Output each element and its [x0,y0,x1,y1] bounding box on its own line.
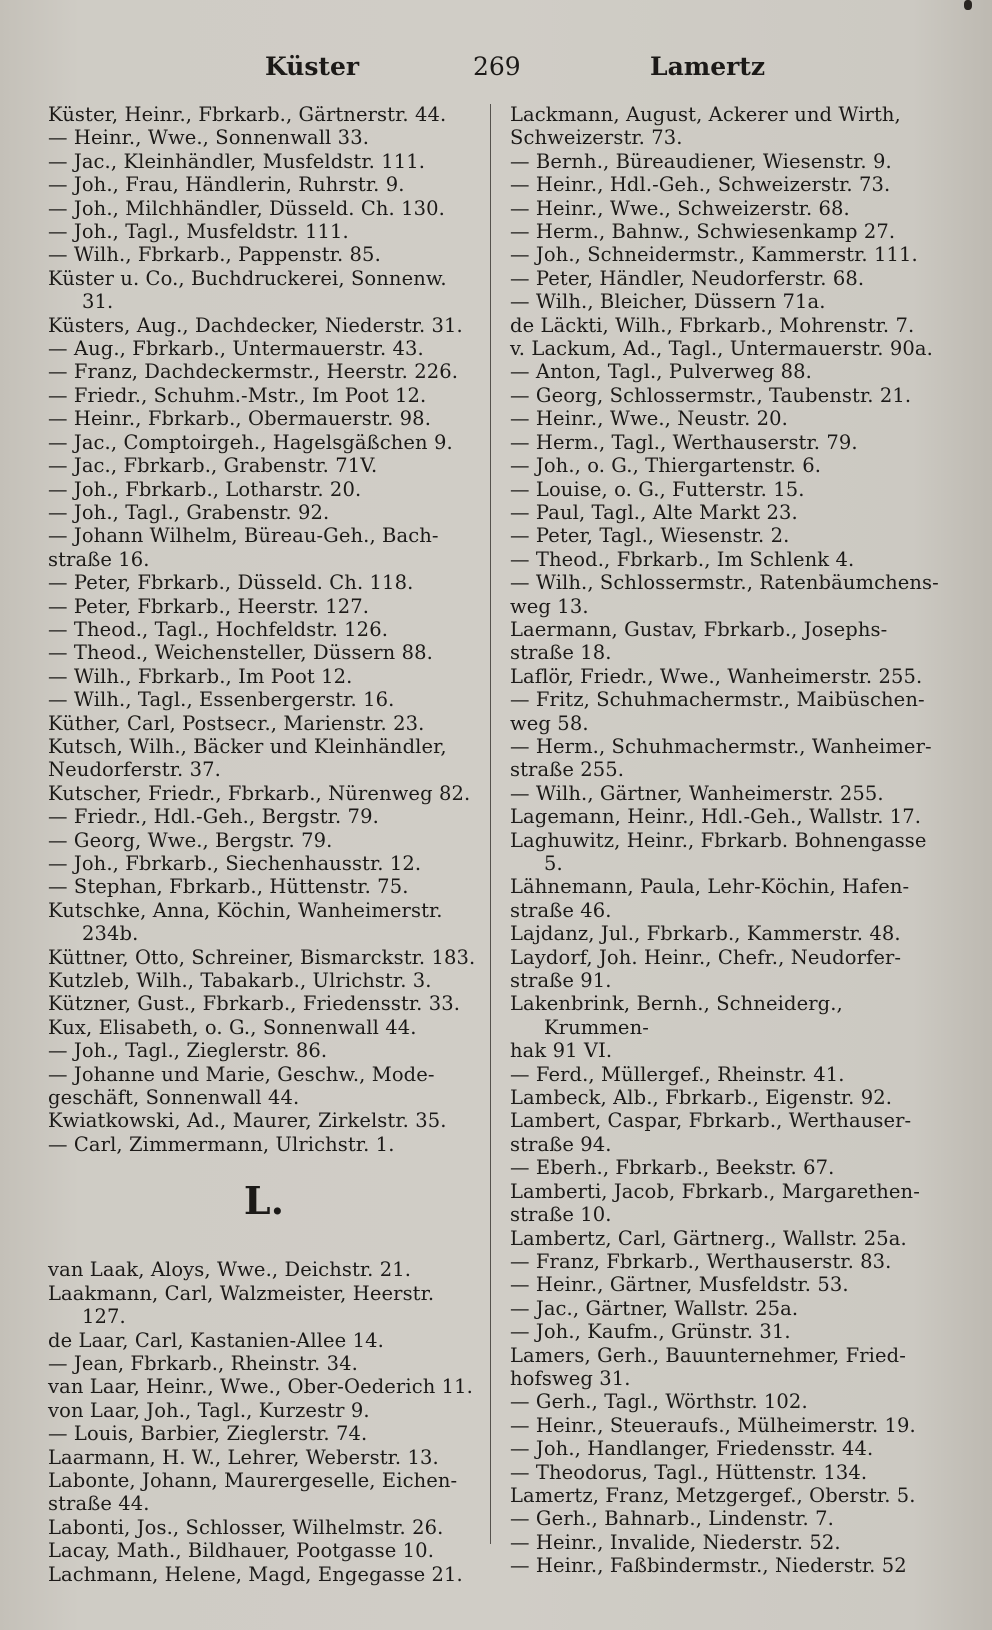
directory-entry [510,922,942,945]
entry-line: Lagemann, Heinr., Hdl.-Geh., Wallstr. 17. [510,805,922,829]
directory-entry [510,875,942,922]
entry-line: — Herm., Schuhmachermstr., Wanheimer- [510,734,932,758]
directory-entry [510,1180,942,1227]
entry-line: Laydorf, Joh. Heinr., Chefr., Neudorfer- [510,945,902,969]
directory-entry [48,1375,480,1398]
entry-line: — Friedr., Schuhm.-Mstr., Im Poot 12. [48,383,427,407]
directory-entry [48,1399,480,1422]
entry-line: — Peter, Fbrkarb., Düsseld. Ch. 118. [48,571,414,595]
entry-continuation: hak 91 VI. [510,1039,613,1063]
directory-entry [510,360,942,383]
entry-continuation: straße 255. [510,758,625,782]
directory-entry [48,501,480,524]
entry-line: Kutzleb, Wilh., Tabakarb., Ulrichstr. 3. [48,969,432,993]
entry-line: — Joh., Fbrkarb., Siechenhausstr. 12. [48,852,422,875]
directory-entry [510,150,942,173]
directory-entry [48,431,480,454]
entry-continuation: weg 13. [510,594,589,618]
directory-entry [48,103,480,126]
left-entry-list [48,103,480,1156]
entry-line: — Wilh., Gärtner, Wanheimerstr. 255. [510,781,884,805]
entry-line: — Heinr., Faßbindermstr., Niederstr. 52 [510,1554,907,1578]
directory-entry [510,992,942,1062]
directory-entry [510,1227,942,1250]
directory-entry [510,384,942,407]
entry-line: — Joh., Kaufm., Grünstr. 31. [510,1320,791,1344]
directory-entry [48,1563,480,1586]
directory-entry [48,782,480,805]
entry-line: Laakmann, Carl, Walzmeister, Heerstr. 127. [48,1281,435,1329]
entry-continuation: straße 46. [510,898,612,922]
directory-entry [510,1507,942,1530]
directory-entry [48,150,480,173]
directory-entry [48,735,480,782]
entry-line: — Jean, Fbrkarb., Rheinstr. 34. [48,1351,358,1375]
directory-entry [48,946,480,969]
entry-line: — Joh., Tagl., Zieglerstr. 86. [48,1039,328,1063]
directory-entry [510,267,942,290]
entry-line: — Heinr., Wwe., Neustr. 20. [510,407,788,431]
directory-entry [510,782,942,805]
entry-line: — Jac., Comptoirgeh., Hagelsgäßchen 9. [48,430,453,454]
entry-line: — Joh., Schneidermstr., Kammerstr. 111. [510,243,918,267]
directory-entry [510,1414,942,1437]
entry-line: Kux, Elisabeth, o. G., Sonnenwall 44. [48,1015,417,1039]
entry-line: Kwiatkowski, Ad., Maurer, Zirkelstr. 35. [48,1109,447,1133]
entry-line: Laarmann, H. W., Lehrer, Weberstr. 13. [48,1445,439,1469]
directory-entry [510,1437,942,1460]
entry-line: van Laar, Heinr., Wwe., Ober-Oederich 11. [48,1375,473,1399]
header-right-keyword: Lamertz [650,52,766,81]
entry-line: Kützner, Gust., Fbrkarb., Friedensstr. 33. [48,992,461,1016]
directory-entry [510,314,942,337]
entry-line: Küther, Carl, Postsecr., Marienstr. 23. [48,711,425,735]
entry-line: de Laar, Carl, Kastanien-Allee 14. [48,1328,384,1352]
entry-continuation: straße 44. [48,1492,150,1516]
entry-line: — Georg, Wwe., Bergstr. 79. [48,828,333,852]
entry-continuation: straße 18. [510,641,612,665]
entry-line: Lambeck, Alb., Fbrkarb., Eigenstr. 92. [510,1086,893,1110]
directory-entry [48,524,480,571]
section-letter: L. [243,1178,285,1224]
directory-entry [48,805,480,828]
directory-entry [510,1297,942,1320]
entry-line: — Wilh., Schlossermstr., Ratenbäumchens- [510,571,939,595]
entry-line: — Bernh., Büreaudiener, Wiesenstr. 9. [510,149,892,173]
entry-line: — Joh., Fbrkarb., Lotharstr. 20. [48,477,362,501]
entry-line: Lacay, Math., Bildhauer, Pootgasse 10. [48,1539,434,1563]
entry-line: — Georg, Schlossermstr., Taubenstr. 21. [510,383,912,407]
entry-line: — Johanne und Marie, Geschw., Mode- [48,1062,435,1086]
entry-line: — Peter, Fbrkarb., Heerstr. 127. [48,594,370,618]
directory-entry [510,290,942,313]
directory-entry [48,337,480,360]
directory-entry [510,1554,942,1577]
directory-entry [510,197,942,220]
directory-entry [510,1109,942,1156]
entry-line: — Joh., Frau, Händlerin, Ruhrstr. 9. [48,173,405,197]
entry-line: — Wilh., Tagl., Essenbergerstr. 16. [48,688,395,712]
directory-entry [510,1461,942,1484]
directory-entry [48,1516,480,1539]
entry-line: Laermann, Gustav, Fbrkarb., Josephs- [510,617,888,641]
page-header [0,52,992,88]
entry-line: — Herm., Tagl., Werthauserstr. 79. [510,430,858,454]
directory-entry [510,407,942,430]
directory-entry [48,454,480,477]
ink-blot [964,0,972,10]
header-left-keyword: Küster [265,52,360,81]
directory-entry [48,1352,480,1375]
directory-entry [510,1344,942,1391]
entry-line: — Joh., Milchhändler, Düsseld. Ch. 130. [48,196,445,220]
directory-entry [510,1531,942,1554]
entry-line: — Heinr., Invalide, Niederstr. 52. [510,1530,841,1554]
directory-entry [48,220,480,243]
entry-line: Lähnemann, Paula, Lehr-Köchin, Hafen- [510,875,910,899]
directory-entry [48,126,480,149]
directory-entry [48,1539,480,1562]
directory-entry [510,829,942,876]
directory-entry [510,1484,942,1507]
entry-line: Lambertz, Carl, Gärtnerg., Wallstr. 25a. [510,1226,907,1250]
entry-line: — Heinr., Fbrkarb., Obermauerstr. 98. [48,407,431,431]
entry-line: Lajdanz, Jul., Fbrkarb., Kammerstr. 48. [510,922,901,946]
directory-entry [48,571,480,594]
directory-entry [48,1258,480,1281]
directory-entry [510,688,942,735]
entry-line: — Anton, Tagl., Pulverweg 88. [510,360,812,384]
entry-continuation: geschäft, Sonnenwall 44. [48,1086,300,1110]
entry-line: — Jac., Fbrkarb., Grabenstr. 71V. [48,454,378,478]
entry-continuation: weg 58. [510,711,589,735]
right-column [510,103,942,1578]
entry-line: Lamertz, Franz, Metzgergef., Oberstr. 5. [510,1483,916,1507]
entry-line: — Theod., Fbrkarb., Im Schlenk 4. [510,547,855,571]
directory-entry [510,735,942,782]
entry-line: — Peter, Tagl., Wiesenstr. 2. [510,524,790,548]
entry-line: — Louis, Barbier, Zieglerstr. 74. [48,1422,368,1446]
directory-entry [48,969,480,992]
entry-line: v. Lackum, Ad., Tagl., Untermauerstr. 90a. [510,337,933,361]
entry-line: — Johann Wilhelm, Büreau-Geh., Bach- [48,524,439,548]
entry-continuation: straße 10. [510,1203,612,1227]
entry-line: — Herm., Bahnw., Schwiesenkamp 27. [510,220,896,244]
entry-line: — Gerh., Bahnarb., Lindenstr. 7. [510,1507,834,1531]
directory-entry [510,173,942,196]
directory-entry [510,548,942,571]
directory-entry [48,618,480,641]
entry-line: Lakenbrink, Bernh., Schneiderg., Krummen- [510,992,843,1039]
entry-line: — Louise, o. G., Futterstr. 15. [510,477,805,501]
entry-line: — Theodorus, Tagl., Hüttenstr. 134. [510,1460,868,1484]
directory-entry [48,992,480,1015]
directory-entry [48,665,480,688]
directory-entry [48,407,480,430]
directory-entry [48,478,480,501]
entry-line: Lambert, Caspar, Fbrkarb., Werthauser- [510,1109,912,1133]
entry-line: Küster u. Co., Buchdruckerei, Sonnenw. 31. [48,266,447,314]
left-column [48,103,480,1586]
entry-line: — Heinr., Steueraufs., Mülheimerstr. 19. [510,1413,916,1437]
directory-entry [510,571,942,618]
entry-line: de Läckti, Wilh., Fbrkarb., Mohrenstr. 7. [510,313,915,337]
directory-entry [48,1016,480,1039]
entry-line: Kutschke, Anna, Köchin, Wanheimerstr. 234b. [48,898,443,946]
directory-entry [510,220,942,243]
directory-entry [510,454,942,477]
directory-entry [510,431,942,454]
directory-entry [48,595,480,618]
directory-entry [48,243,480,266]
directory-entry [48,314,480,337]
entry-line: — Heinr., Wwe., Sonnenwall 33. [48,126,369,150]
entry-line: — Aug., Fbrkarb., Untermauerstr. 43. [48,337,424,361]
directory-entry [48,1282,480,1329]
entry-line: Küttner, Otto, Schreiner, Bismarckstr. 183. [48,945,476,969]
entry-line: — Joh., Handlanger, Friedensstr. 44. [510,1437,874,1461]
directory-entry [48,829,480,852]
entry-continuation: Schweizerstr. 73. [510,126,683,150]
entry-line: Kutsch, Wilh., Bäcker und Kleinhändler, [48,734,447,758]
right-entry-list [510,103,942,1578]
directory-entry [510,1250,942,1273]
directory-entry [48,173,480,196]
entry-continuation: straße 91. [510,969,612,993]
entry-line: Lackmann, August, Ackerer und Wirth, [510,103,901,126]
entry-line: — Heinr., Hdl.-Geh., Schweizerstr. 73. [510,173,891,197]
entry-line: — Wilh., Bleicher, Düssern 71a. [510,290,826,314]
entry-line: — Jac., Kleinhändler, Musfeldstr. 111. [48,149,426,173]
entry-line: — Paul, Tagl., Alte Markt 23. [510,500,798,524]
entry-line: — Joh., Tagl., Grabenstr. 92. [48,500,330,524]
entry-line: Küster, Heinr., Fbrkarb., Gärtnerstr. 44. [48,103,447,126]
entry-line: Labonte, Johann, Maurergeselle, Eichen- [48,1468,458,1492]
entry-line: Labonti, Jos., Schlosser, Wilhelmstr. 26. [48,1515,444,1539]
directory-entry [48,1329,480,1352]
directory-entry [510,665,942,688]
entry-line: — Wilh., Fbrkarb., Im Poot 12. [48,664,353,688]
entry-line: — Joh., o. G., Thiergartenstr. 6. [510,454,822,478]
entry-line: van Laak, Aloys, Wwe., Deichstr. 21. [48,1258,412,1282]
page-number: 269 [473,52,521,81]
directory-entry [48,875,480,898]
entry-line: — Franz, Dachdeckermstr., Heerstr. 226. [48,360,459,384]
directory-entry [48,688,480,711]
entry-line: Laflör, Friedr., Wwe., Wanheimerstr. 255. [510,664,923,688]
entry-line: — Eberh., Fbrkarb., Beekstr. 67. [510,1156,835,1180]
entry-line: — Theod., Tagl., Hochfeldstr. 126. [48,617,388,641]
directory-entry [48,1109,480,1132]
entry-line: — Ferd., Müllergef., Rheinstr. 41. [510,1062,845,1086]
directory-entry [510,243,942,266]
directory-entry [510,1320,942,1343]
directory-entry [48,1039,480,1062]
entry-line: — Peter, Händler, Neudorferstr. 68. [510,266,865,290]
directory-entry [510,1063,942,1086]
directory-entry [510,1273,942,1296]
entry-line: Lamberti, Jacob, Fbrkarb., Margarethen- [510,1179,920,1203]
entry-line: — Heinr., Gärtner, Musfeldstr. 53. [510,1273,849,1297]
directory-entry [48,712,480,735]
entry-line: Lamers, Gerh., Bauunternehmer, Fried- [510,1343,906,1367]
entry-line: — Wilh., Fbrkarb., Pappenstr. 85. [48,243,381,267]
entry-line: Lachmann, Helene, Magd, Engegasse 21. [48,1562,463,1586]
left-entry-list-after [48,1258,480,1586]
directory-entry [510,524,942,547]
entry-continuation: straße 94. [510,1132,612,1156]
entry-line: — Theod., Weichensteller, Düssern 88. [48,641,433,665]
entry-continuation: hofsweg 31. [510,1366,631,1390]
directory-entry [510,103,942,150]
directory-entry [48,1063,480,1110]
entry-line: von Laar, Joh., Tagl., Kurzestr 9. [48,1398,370,1422]
directory-entry [510,1086,942,1109]
directory-entry [48,1422,480,1445]
entry-line: — Fritz, Schuhmachermstr., Maibüschen- [510,688,925,712]
directory-entry [510,337,942,360]
directory-entry [48,384,480,407]
entry-line: Laghuwitz, Heinr., Fbrkarb. Bohnengasse 5. [510,828,927,875]
directory-entry [510,805,942,828]
directory-entry [48,852,480,875]
entry-line: — Friedr., Hdl.-Geh., Bergstr. 79. [48,805,379,829]
directory-entry [48,1133,480,1156]
directory-entry [510,618,942,665]
directory-entry [48,1446,480,1469]
entry-continuation: Neudorferstr. 37. [48,758,221,782]
directory-entry [510,946,942,993]
directory-entry [510,478,942,501]
directory-entry [48,267,480,314]
entry-line: Küsters, Aug., Dachdecker, Niederstr. 31. [48,313,463,337]
column-divider [490,104,491,1544]
entry-continuation: straße 16. [48,547,150,571]
entry-line: Kutscher, Friedr., Fbrkarb., Nürenweg 82. [48,781,471,805]
directory-entry [48,1469,480,1516]
entry-line: — Carl, Zimmermann, Ulrichstr. 1. [48,1132,395,1156]
entry-line: — Heinr., Wwe., Schweizerstr. 68. [510,196,850,220]
entry-line: — Jac., Gärtner, Wallstr. 25a. [510,1296,799,1320]
directory-entry [48,641,480,664]
entry-line: — Gerh., Tagl., Wörthstr. 102. [510,1390,808,1414]
directory-entry [48,899,480,946]
entry-line: — Stephan, Fbrkarb., Hüttenstr. 75. [48,875,409,899]
directory-entry [510,1156,942,1179]
entry-line: — Franz, Fbrkarb., Werthauserstr. 83. [510,1249,892,1273]
directory-entry [510,501,942,524]
directory-entry [48,360,480,383]
entry-line: — Joh., Tagl., Musfeldstr. 111. [48,220,349,244]
directory-entry [510,1390,942,1413]
directory-entry [48,197,480,220]
